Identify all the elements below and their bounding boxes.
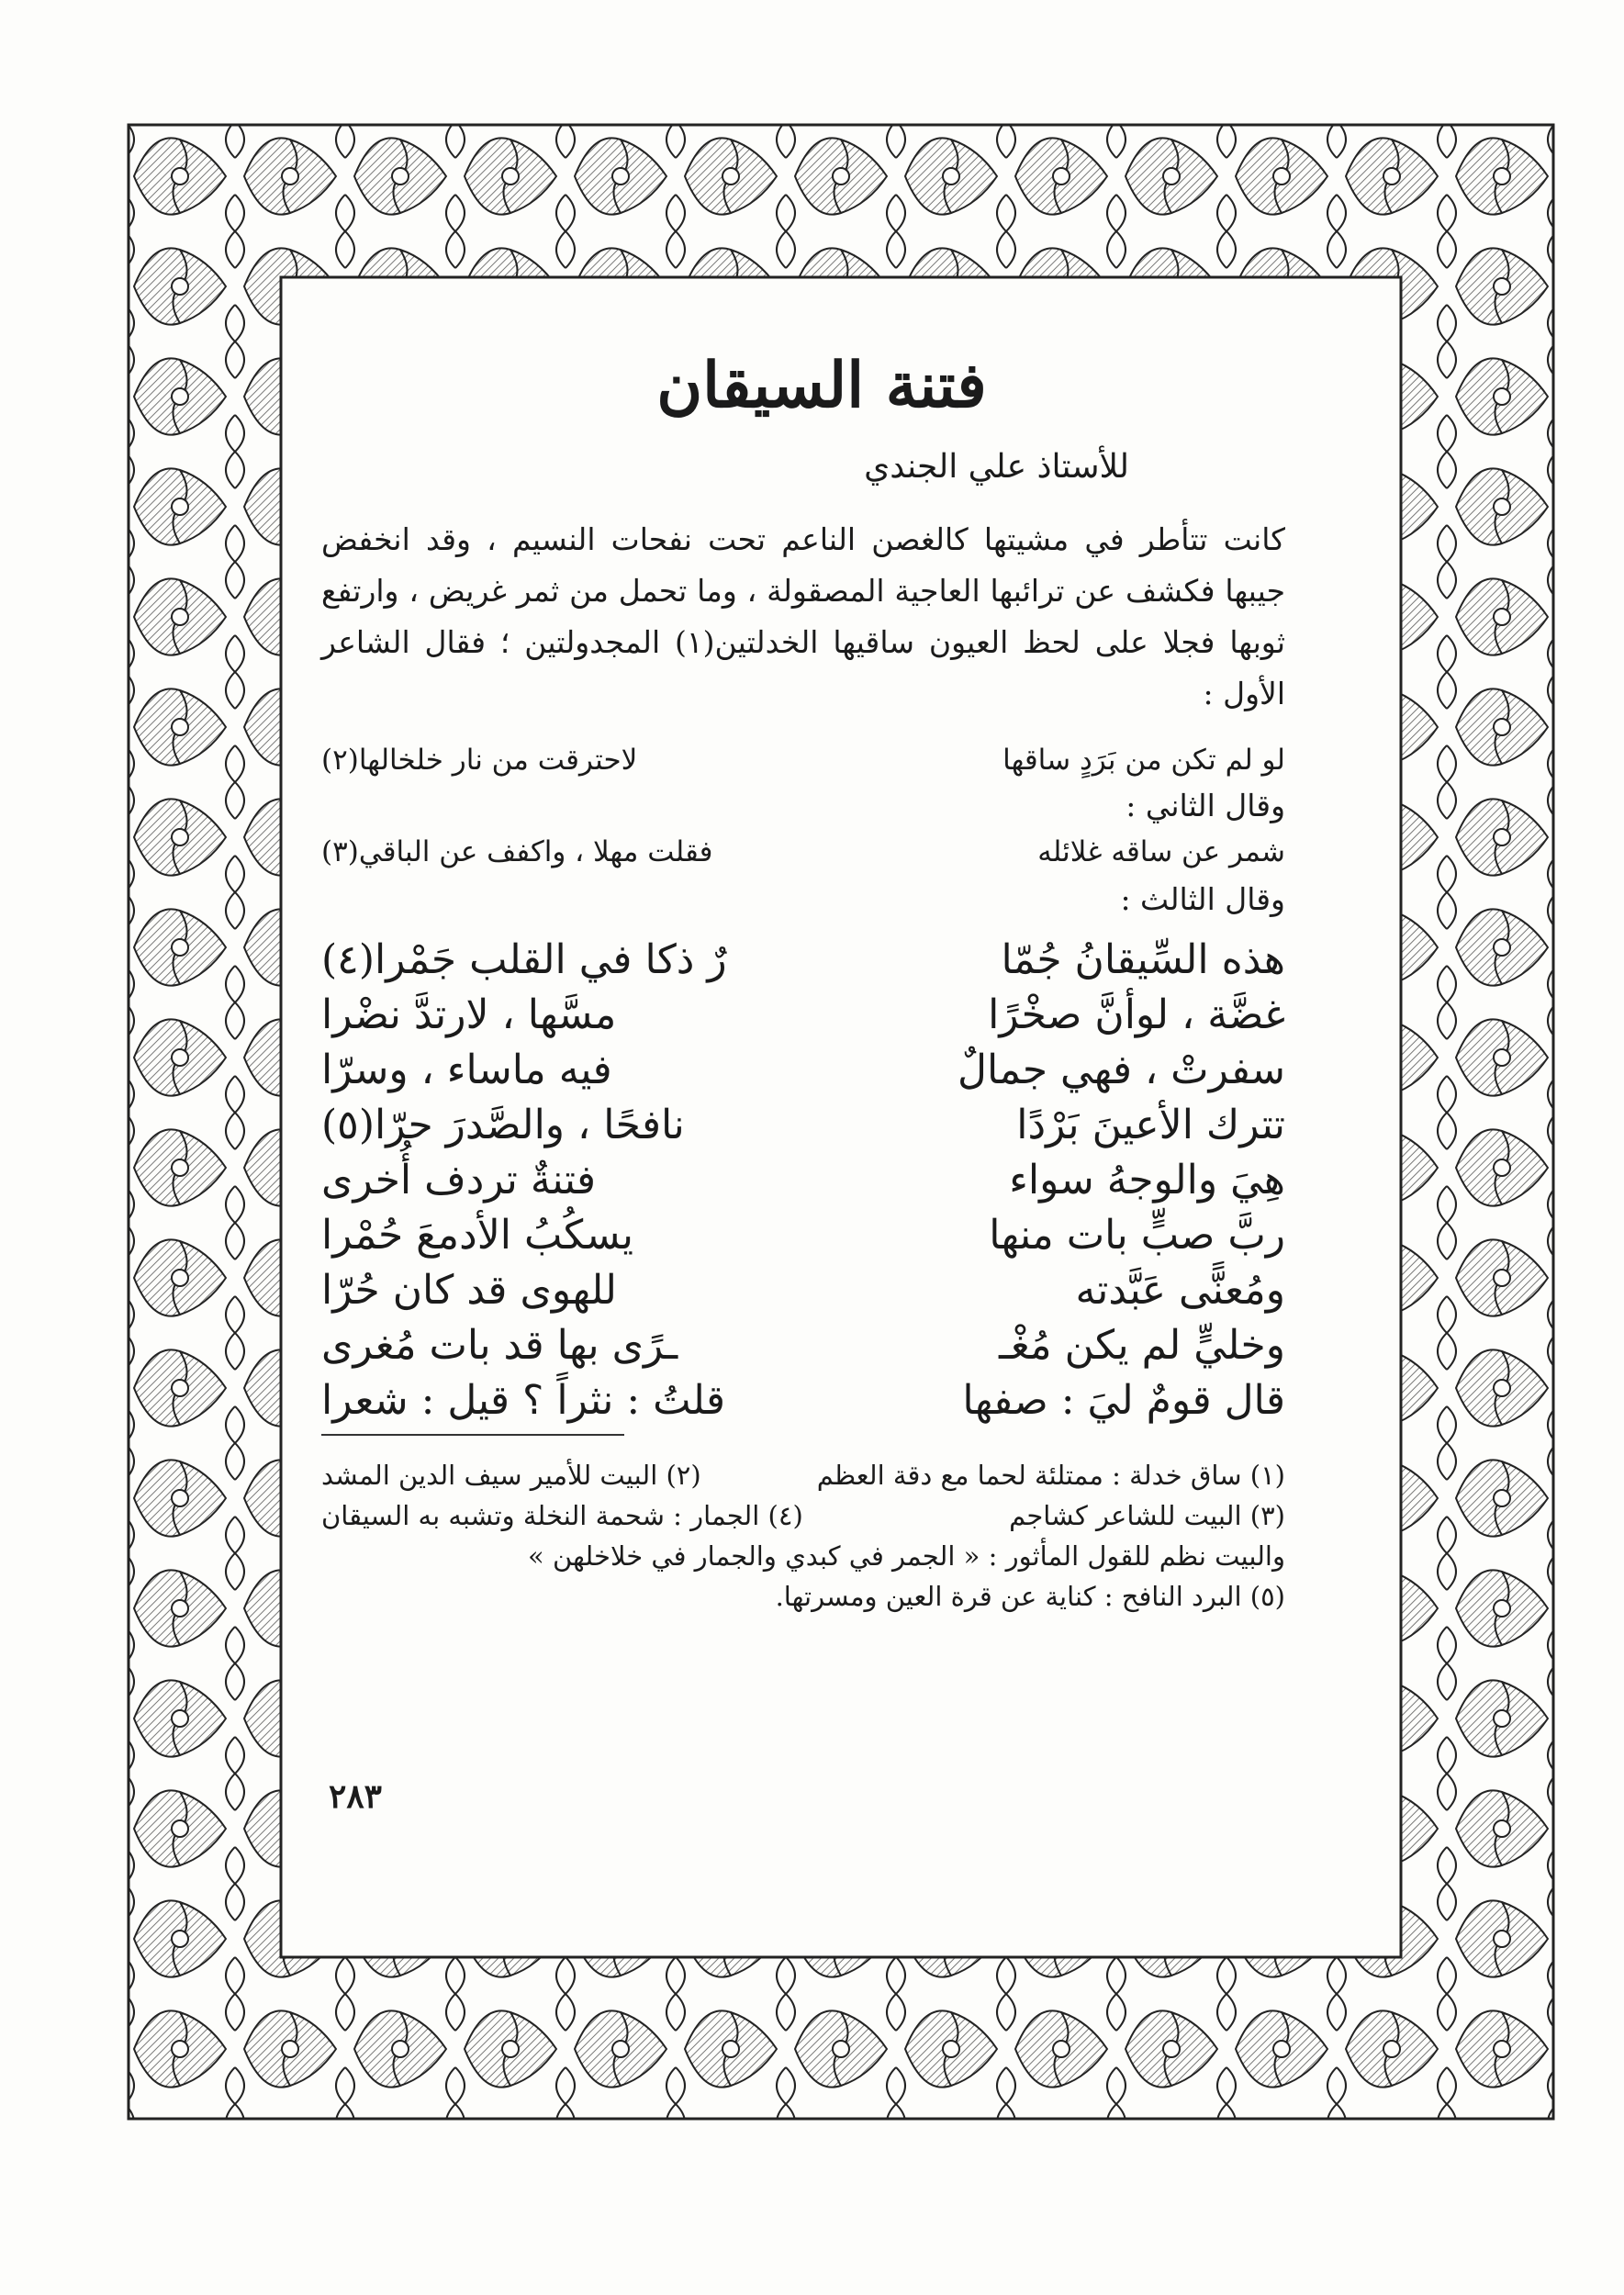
verse-hemistich: قلتُ : نثراً ؟ قيل : شعرا (321, 1377, 725, 1424)
verse-hemistich: لو لم تكن من بَرَدٍ ساقها (1002, 744, 1285, 777)
poem-line (321, 1102, 1285, 1148)
page-number: ٢٨٣ (329, 1777, 383, 1816)
verse-hemistich: فتنةٌ تردف أُخرى (321, 1157, 597, 1203)
poet2-verse (321, 835, 1285, 868)
poet2-label: وقال الثاني : (1126, 788, 1285, 823)
footnote: (٢) البيت للأمير سيف الدين المشد (321, 1460, 701, 1491)
verse-hemistich: لاحترقت من نار خلخالها(٢) (321, 744, 638, 777)
verse-hemistich: نافحًا ، والصَّدرَ حرّا(٥) (321, 1102, 685, 1148)
verse-hemistich: غضَّة ، لوأنَّ صخْرًا (988, 991, 1285, 1038)
footnote: (١) ساق خدلة : ممتلئة لحما مع دقة العظم (816, 1460, 1285, 1491)
article-title: فتنة السيقان (656, 349, 987, 422)
poem-line (321, 1047, 1285, 1093)
article (321, 349, 1285, 1854)
poet1-verse (321, 744, 1285, 777)
verse-hemistich: يسكُبُ الأدمعَ حُمْرا (321, 1212, 634, 1259)
verse-hemistich: هذه السِّيقانُ جُمّا (1001, 936, 1285, 983)
verse-hemistich: هِيَ والوجهُ سواء (1009, 1157, 1285, 1203)
footnote: (٣) البيت للشاعر كشاجم (1009, 1500, 1285, 1531)
verse-hemistich: مسَّها ، لارتدَّ نضْرا (321, 991, 617, 1038)
verse-hemistich: شمر عن ساقه غلائله (1037, 835, 1285, 868)
footnote: (٥) البرد النافح : كناية عن قرة العين ومسرتها. (775, 1581, 1285, 1612)
footnote-row (321, 1455, 1285, 1495)
footnotes (321, 1455, 1285, 1617)
verse-hemistich: فيه ماساء ، وسرّا (321, 1047, 612, 1093)
verse-hemistich: قال قومٌ ليَ : صفها (962, 1377, 1285, 1424)
verse-hemistich: ومُعنًّى عَبَّدته (1075, 1267, 1285, 1314)
footnote-row (321, 1495, 1285, 1536)
verse-hemistich: ربَّ صبٍّ بات منها (989, 1212, 1285, 1259)
article-author: للأستاذ علي الجندي (864, 448, 1129, 486)
poem-line (321, 991, 1285, 1038)
poem-line (321, 1322, 1285, 1369)
footnote-divider (321, 1434, 624, 1436)
verse-hemistich: فقلت مهلا ، واكفف عن الباقي(٣) (321, 835, 713, 868)
intro-paragraph (321, 514, 1285, 720)
verse-hemistich: للهوى قد كان حُرّا (321, 1267, 617, 1314)
verse-hemistich: تترك الأعينَ بَرْدًا (1016, 1102, 1285, 1148)
footnote: (٤) الجمار : شحمة النخلة وتشبه به السيقان (321, 1500, 803, 1531)
poet3-label: وقال الثالث : (1120, 881, 1285, 917)
verse-hemistich: وخليٍّ لم يكن مُغْـ (998, 1322, 1285, 1369)
poem-line (321, 936, 1285, 983)
verse-hemistich: ـرًى بها قد بات مُغرى (321, 1322, 678, 1369)
poem-line (321, 1212, 1285, 1259)
poem-line (321, 1377, 1285, 1424)
verse-hemistich: سفرتْ ، فهي جمالٌ (958, 1047, 1285, 1093)
intro-text: كانت تتأطر في مشيتها كالغصن الناعم تحت نفحات النسيم ، وقد انخفض جيبها فكشف عن ترائبها العاجية المصقولة ، وما تحمل من ثمر غريض ، وارتفع ثوبها فجلا على لحظ العيون ساقيها الخدلتين(١) المجدولتين ؛ فقال الشاعر الأول : (321, 521, 1285, 711)
poem-line (321, 1157, 1285, 1203)
verse-hemistich: رٌ ذكا في القلب جَمْرا(٤) (321, 936, 727, 983)
poem-line (321, 1267, 1285, 1314)
footnote: والبيت نظم للقول المأثور : « الجمر في كبدي والجمار في خلاخلهن » (528, 1540, 1285, 1572)
